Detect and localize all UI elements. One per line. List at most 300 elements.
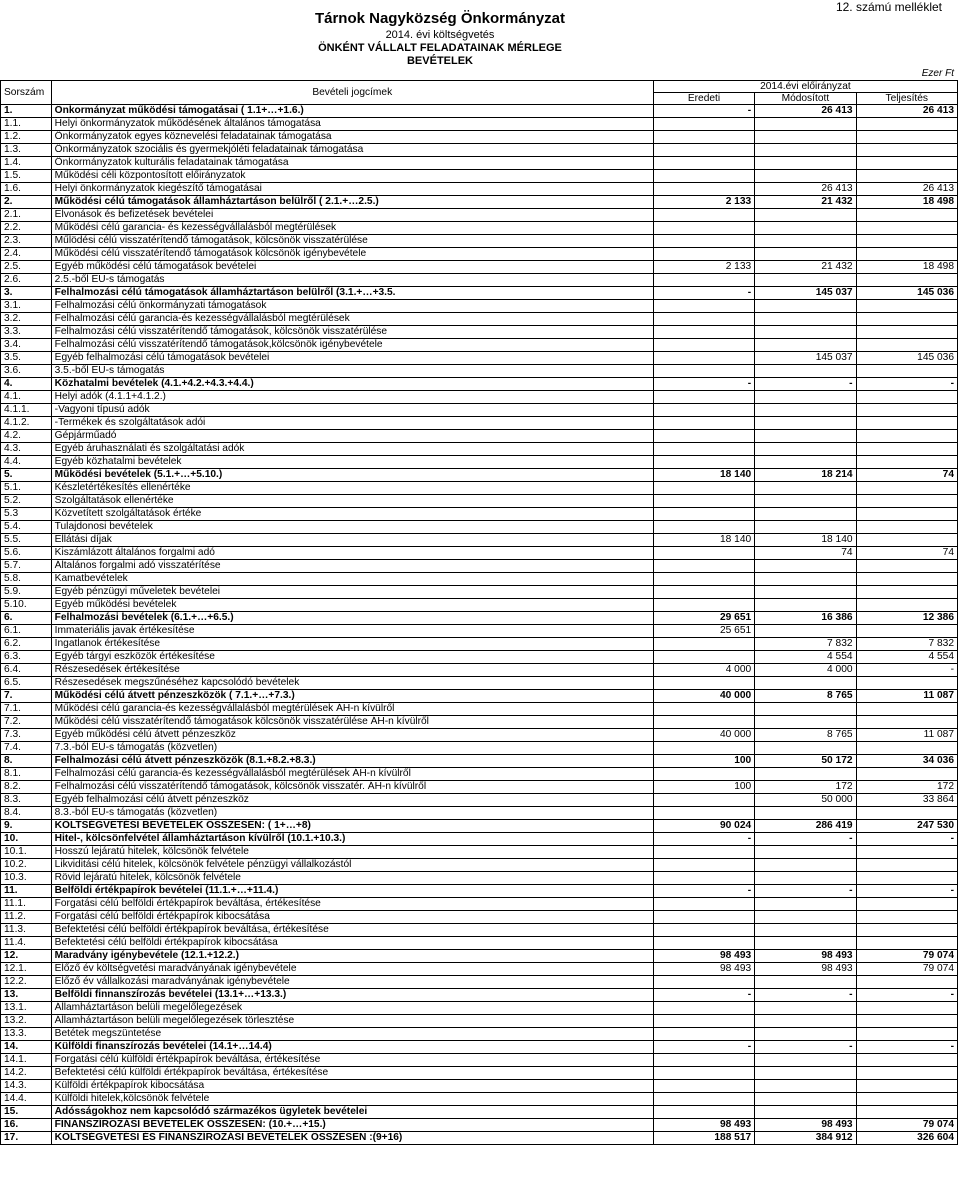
row-original	[653, 222, 754, 235]
row-number: 10.2.	[1, 859, 52, 872]
row-modified	[755, 170, 856, 183]
row-label: Likviditási célú hitelek, kölcsönök felvétele pénzügyi vállalkozástól	[51, 859, 653, 872]
row-modified: 8 765	[755, 729, 856, 742]
row-label: Helyi adók (4.1.1+4.1.2.)	[51, 391, 653, 404]
table-row	[1, 417, 958, 430]
row-number: 5.1.	[1, 482, 52, 495]
row-original	[653, 313, 754, 326]
row-original	[653, 846, 754, 859]
col-group-header: 2014.évi előirányzat	[653, 81, 957, 93]
row-actual	[856, 898, 957, 911]
row-actual	[856, 521, 957, 534]
row-number: 8.3.	[1, 794, 52, 807]
row-label: 7.3.-ból EU-s támogatás (közvetlen)	[51, 742, 653, 755]
row-label: Működési célú visszatérítendő támogatások kölcsönök igénybevétele	[51, 248, 653, 261]
row-modified	[755, 365, 856, 378]
row-modified	[755, 742, 856, 755]
annex-label: 12. számú melléklet	[835, 0, 942, 14]
row-label: Működési célú visszatérítendő támogatások kölcsönök visszatérülése ÁH-n kívülről	[51, 716, 653, 729]
row-modified	[755, 326, 856, 339]
table-row	[1, 326, 958, 339]
row-modified: 145 037	[755, 352, 856, 365]
row-label: Közhatalmi bevételek (4.1.+4.2.+4.3.+4.4.)	[51, 378, 653, 391]
table-row	[1, 937, 958, 950]
row-number: 6.1.	[1, 625, 52, 638]
row-label: Közvetített szolgáltatások értéke	[51, 508, 653, 521]
row-label: Felhalmozási célú önkormányzati támogatások	[51, 300, 653, 313]
row-modified: 50 172	[755, 755, 856, 768]
row-modified	[755, 560, 856, 573]
row-modified: 98 493	[755, 950, 856, 963]
row-label: Felhalmozási célú garancia-és kezességvállalásból megtérülések ÁH-n kívülről	[51, 768, 653, 781]
row-modified	[755, 599, 856, 612]
row-modified	[755, 898, 856, 911]
row-original	[653, 365, 754, 378]
row-actual	[856, 1080, 957, 1093]
row-actual	[856, 1054, 957, 1067]
row-label: Forgatási célú külföldi értékpapírok beváltása, értékesítése	[51, 1054, 653, 1067]
row-number: 7.4.	[1, 742, 52, 755]
row-number: 6.3.	[1, 651, 52, 664]
row-actual	[856, 157, 957, 170]
row-number: 1.2.	[1, 131, 52, 144]
row-actual	[856, 1002, 957, 1015]
row-actual	[856, 131, 957, 144]
table-row	[1, 898, 958, 911]
row-actual: 7 832	[856, 638, 957, 651]
row-label: Egyéb működési célú támogatások bevételei	[51, 261, 653, 274]
row-modified	[755, 456, 856, 469]
row-actual: 18 498	[856, 261, 957, 274]
row-modified	[755, 1054, 856, 1067]
row-modified	[755, 482, 856, 495]
row-modified	[755, 508, 856, 521]
row-number: 2.5.	[1, 261, 52, 274]
row-original	[653, 404, 754, 417]
row-original	[653, 924, 754, 937]
row-label: Felhalmozási bevételek (6.1.+…+6.5.)	[51, 612, 653, 625]
row-actual: 172	[856, 781, 957, 794]
table-row	[1, 625, 958, 638]
row-modified	[755, 1002, 856, 1015]
row-label: Elvonások és befizetések bevételei	[51, 209, 653, 222]
row-number: 10.3.	[1, 872, 52, 885]
row-label: KÖLTSÉGVETÉSI ÉS FINANSZÍROZÁSI BEVÉTELEK ÖSSZESEN :(9+16)	[51, 1132, 653, 1145]
col-name-header: Bevételi jogcímek	[51, 81, 653, 105]
row-original	[653, 768, 754, 781]
row-label: Műlödési célú visszatérítendő támogatások, kölcsönök visszatérülése	[51, 235, 653, 248]
row-actual	[856, 846, 957, 859]
row-modified	[755, 807, 856, 820]
row-modified: 172	[755, 781, 856, 794]
row-number: 12.	[1, 950, 52, 963]
row-original	[653, 677, 754, 690]
row-original	[653, 235, 754, 248]
table-row	[1, 235, 958, 248]
table-row	[1, 716, 958, 729]
row-number: 5.9.	[1, 586, 52, 599]
row-number: 7.1.	[1, 703, 52, 716]
row-label: Működési célú átvett pénzeszközök ( 7.1.+…+7.3.)	[51, 690, 653, 703]
row-original	[653, 118, 754, 131]
row-label: Önkormányzatok kulturális feladatainak támogatása	[51, 157, 653, 170]
row-original	[653, 638, 754, 651]
row-label: -Vagyoni típusú adók	[51, 404, 653, 417]
table-row	[1, 1080, 958, 1093]
row-actual: -	[856, 378, 957, 391]
row-number: 4.4.	[1, 456, 52, 469]
row-label: Gépjárműadó	[51, 430, 653, 443]
row-number: 2.1.	[1, 209, 52, 222]
row-actual	[856, 599, 957, 612]
row-original: 18 140	[653, 534, 754, 547]
row-number: 1.6.	[1, 183, 52, 196]
row-original	[653, 209, 754, 222]
row-modified: -	[755, 989, 856, 1002]
row-actual	[856, 937, 957, 950]
row-modified	[755, 131, 856, 144]
row-original	[653, 339, 754, 352]
row-actual	[856, 742, 957, 755]
row-number: 3.2.	[1, 313, 52, 326]
row-original	[653, 703, 754, 716]
row-original: -	[653, 989, 754, 1002]
table-row	[1, 989, 958, 1002]
table-row	[1, 300, 958, 313]
row-original	[653, 131, 754, 144]
row-original: 2 133	[653, 261, 754, 274]
row-modified: 98 493	[755, 1119, 856, 1132]
row-actual	[856, 209, 957, 222]
table-row	[1, 690, 958, 703]
row-number: 5.6.	[1, 547, 52, 560]
row-modified	[755, 144, 856, 157]
row-actual	[856, 807, 957, 820]
row-original	[653, 495, 754, 508]
row-label: Rövid lejáratú hitelek, kölcsönök felvétele	[51, 872, 653, 885]
row-actual	[856, 326, 957, 339]
row-original	[653, 157, 754, 170]
row-original: 25 651	[653, 625, 754, 638]
row-original	[653, 794, 754, 807]
row-label: Kiszámlázott általános forgalmi adó	[51, 547, 653, 560]
row-modified	[755, 209, 856, 222]
row-actual: -	[856, 885, 957, 898]
row-label: Külföldi finanszírozás bevételei (14.1+…14.4)	[51, 1041, 653, 1054]
row-number: 5.7.	[1, 560, 52, 573]
table-row	[1, 885, 958, 898]
table-row	[1, 872, 958, 885]
row-label: Egyéb áruhasználati és szolgáltatási adók	[51, 443, 653, 456]
table-row	[1, 833, 958, 846]
row-original	[653, 859, 754, 872]
row-actual	[856, 716, 957, 729]
row-modified	[755, 1028, 856, 1041]
row-original	[653, 417, 754, 430]
table-row	[1, 963, 958, 976]
table-row	[1, 508, 958, 521]
row-original: -	[653, 833, 754, 846]
row-original	[653, 898, 754, 911]
row-label: Betétek megszüntetése	[51, 1028, 653, 1041]
col-actual-header: Teljesítés	[856, 93, 957, 105]
table-row	[1, 846, 958, 859]
row-label: Előző év vállalkozási maradványának igénybevétele	[51, 976, 653, 989]
row-modified	[755, 1093, 856, 1106]
budget-year: 2014. évi költségvetés	[385, 29, 495, 41]
row-number: 11.2.	[1, 911, 52, 924]
row-number: 14.3.	[1, 1080, 52, 1093]
row-actual: 145 036	[856, 352, 957, 365]
row-number: 6.5.	[1, 677, 52, 690]
row-actual: 247 530	[856, 820, 957, 833]
row-actual	[856, 508, 957, 521]
row-number: 6.4.	[1, 664, 52, 677]
row-modified	[755, 586, 856, 599]
row-original	[653, 807, 754, 820]
row-original	[653, 482, 754, 495]
row-label: Egyéb felhalmozási célú átvett pénzeszköz	[51, 794, 653, 807]
row-actual	[856, 391, 957, 404]
table-row	[1, 378, 958, 391]
row-actual: 11 087	[856, 690, 957, 703]
table-row	[1, 248, 958, 261]
row-modified	[755, 248, 856, 261]
row-number: 5.3	[1, 508, 52, 521]
row-number: 11.4.	[1, 937, 52, 950]
row-actual: 79 074	[856, 963, 957, 976]
row-modified	[755, 872, 856, 885]
row-original: 40 000	[653, 729, 754, 742]
row-original	[653, 508, 754, 521]
row-label: Belföldi finnanszírozás bevételei (13.1+…+13.3.)	[51, 989, 653, 1002]
row-modified	[755, 274, 856, 287]
row-number: 5.4.	[1, 521, 52, 534]
row-original	[653, 391, 754, 404]
row-original: 29 651	[653, 612, 754, 625]
row-label: Hosszú lejáratú hitelek, kölcsönök felvétele	[51, 846, 653, 859]
row-original	[653, 352, 754, 365]
row-number: 1.	[1, 105, 52, 118]
row-actual	[856, 1067, 957, 1080]
table-row	[1, 976, 958, 989]
row-number: 2.6.	[1, 274, 52, 287]
row-modified	[755, 222, 856, 235]
row-actual	[856, 911, 957, 924]
row-modified	[755, 521, 856, 534]
row-label: Hitel-, kölcsönfelvétel államháztartáson kívülről (10.1.+10.3.)	[51, 833, 653, 846]
table-row	[1, 352, 958, 365]
row-modified	[755, 976, 856, 989]
table-row	[1, 274, 958, 287]
row-number: 14.4.	[1, 1093, 52, 1106]
row-modified	[755, 911, 856, 924]
row-label: Államháztartáson belüli megelőlegezések	[51, 1002, 653, 1015]
row-original: -	[653, 105, 754, 118]
table-row	[1, 287, 958, 300]
row-number: 3.3.	[1, 326, 52, 339]
row-actual: 79 074	[856, 1119, 957, 1132]
row-modified: -	[755, 833, 856, 846]
row-modified: 98 493	[755, 963, 856, 976]
row-modified	[755, 443, 856, 456]
row-modified	[755, 716, 856, 729]
row-original	[653, 144, 754, 157]
row-label: Készletértékesítés ellenértéke	[51, 482, 653, 495]
row-label: Önkormányzatok szociális és gyermekjóléti feladatainak támogatása	[51, 144, 653, 157]
table-row	[1, 677, 958, 690]
row-modified: 26 413	[755, 105, 856, 118]
row-number: 5.2.	[1, 495, 52, 508]
row-actual	[856, 313, 957, 326]
row-label: Működési céli központosított előirányzatok	[51, 170, 653, 183]
row-modified: 8 765	[755, 690, 856, 703]
row-number: 4.1.2.	[1, 417, 52, 430]
row-modified	[755, 768, 856, 781]
table-row	[1, 547, 958, 560]
row-modified	[755, 404, 856, 417]
row-original	[653, 573, 754, 586]
row-original: 188 517	[653, 1132, 754, 1145]
row-number: 2.3.	[1, 235, 52, 248]
row-modified	[755, 924, 856, 937]
row-actual: 34 036	[856, 755, 957, 768]
table-row	[1, 430, 958, 443]
table-row	[1, 807, 958, 820]
table-row	[1, 404, 958, 417]
row-number: 5.10.	[1, 599, 52, 612]
row-number: 7.3.	[1, 729, 52, 742]
row-number: 12.2.	[1, 976, 52, 989]
row-actual: -	[856, 664, 957, 677]
row-label: Működési célú garancia-és kezességvállalásból megtérülések ÁH-n kívülről	[51, 703, 653, 716]
row-label: Immateriális javak értékesítése	[51, 625, 653, 638]
row-number: 5.8.	[1, 573, 52, 586]
row-modified: -	[755, 1041, 856, 1054]
row-number: 3.	[1, 287, 52, 300]
row-actual	[856, 872, 957, 885]
row-number: 1.4.	[1, 157, 52, 170]
row-original	[653, 248, 754, 261]
table-row	[1, 495, 958, 508]
row-number: 1.3.	[1, 144, 52, 157]
table-row	[1, 781, 958, 794]
row-actual	[856, 274, 957, 287]
row-modified: 21 432	[755, 261, 856, 274]
row-original	[653, 274, 754, 287]
row-actual	[856, 924, 957, 937]
table-row	[1, 222, 958, 235]
row-number: 13.	[1, 989, 52, 1002]
row-label: Államháztartáson belüli megelőlegezések törlesztése	[51, 1015, 653, 1028]
row-original	[653, 1093, 754, 1106]
row-number: 17.	[1, 1132, 52, 1145]
table-row	[1, 651, 958, 664]
table-row	[1, 820, 958, 833]
row-actual	[856, 404, 957, 417]
row-original: -	[653, 378, 754, 391]
row-actual	[856, 365, 957, 378]
row-original	[653, 183, 754, 196]
table-row	[1, 742, 958, 755]
table-row	[1, 1106, 958, 1119]
row-actual: 11 087	[856, 729, 957, 742]
table-row	[1, 729, 958, 742]
row-original	[653, 1054, 754, 1067]
row-number: 6.	[1, 612, 52, 625]
row-label: Felhalmozási célú garancia-és kezességvállalásból megtérülések	[51, 313, 653, 326]
row-label: Helyi önkormányzatok kiegészítő támogatásai	[51, 183, 653, 196]
row-original: 98 493	[653, 950, 754, 963]
row-actual	[856, 573, 957, 586]
row-original	[653, 937, 754, 950]
row-label: Részesedések értékesítése	[51, 664, 653, 677]
table-row	[1, 209, 958, 222]
row-modified	[755, 235, 856, 248]
row-label: Részesedések megszűnéséhez kapcsolódó bevételek	[51, 677, 653, 690]
row-actual	[856, 976, 957, 989]
row-number: 2.2.	[1, 222, 52, 235]
row-original	[653, 586, 754, 599]
row-label: -Termékek és szolgáltatások adói	[51, 417, 653, 430]
row-actual	[856, 456, 957, 469]
row-original	[653, 976, 754, 989]
table-row	[1, 261, 958, 274]
row-actual	[856, 339, 957, 352]
table-row	[1, 521, 958, 534]
col-original-header: Eredeti	[653, 93, 754, 105]
row-number: 2.	[1, 196, 52, 209]
row-label: Helyi önkormányzatok működésének általános támogatása	[51, 118, 653, 131]
row-modified	[755, 313, 856, 326]
table-row	[1, 339, 958, 352]
row-original	[653, 560, 754, 573]
row-original	[653, 430, 754, 443]
row-actual	[856, 1093, 957, 1106]
table-row	[1, 443, 958, 456]
row-actual: 145 036	[856, 287, 957, 300]
col-number-header: Sorszám	[1, 81, 52, 105]
row-label: Adósságokhoz nem kapcsolódó származékos ügyletek bevételei	[51, 1106, 653, 1119]
row-label: Egyéb pénzügyi műveletek bevételei	[51, 586, 653, 599]
row-actual: 326 604	[856, 1132, 957, 1145]
row-original	[653, 1106, 754, 1119]
table-row	[1, 1041, 958, 1054]
row-actual: 4 554	[856, 651, 957, 664]
row-actual	[856, 560, 957, 573]
row-original: 2 133	[653, 196, 754, 209]
row-number: 15.	[1, 1106, 52, 1119]
table-row	[1, 768, 958, 781]
row-label: Felhalmozási célú átvett pénzeszközök (8.1.+8.2.+8.3.)	[51, 755, 653, 768]
table-row	[1, 664, 958, 677]
row-number: 8.4.	[1, 807, 52, 820]
row-modified	[755, 1015, 856, 1028]
row-actual	[856, 495, 957, 508]
table-row	[1, 638, 958, 651]
row-actual	[856, 859, 957, 872]
row-original: -	[653, 1041, 754, 1054]
row-original	[653, 521, 754, 534]
row-original: 98 493	[653, 1119, 754, 1132]
row-actual	[856, 677, 957, 690]
table-row	[1, 1015, 958, 1028]
row-label: Egyéb működési bevételek	[51, 599, 653, 612]
row-number: 5.5.	[1, 534, 52, 547]
row-actual: -	[856, 989, 957, 1002]
row-label: Külföldi hitelek,kölcsönök felvétele	[51, 1093, 653, 1106]
row-modified: 16 386	[755, 612, 856, 625]
